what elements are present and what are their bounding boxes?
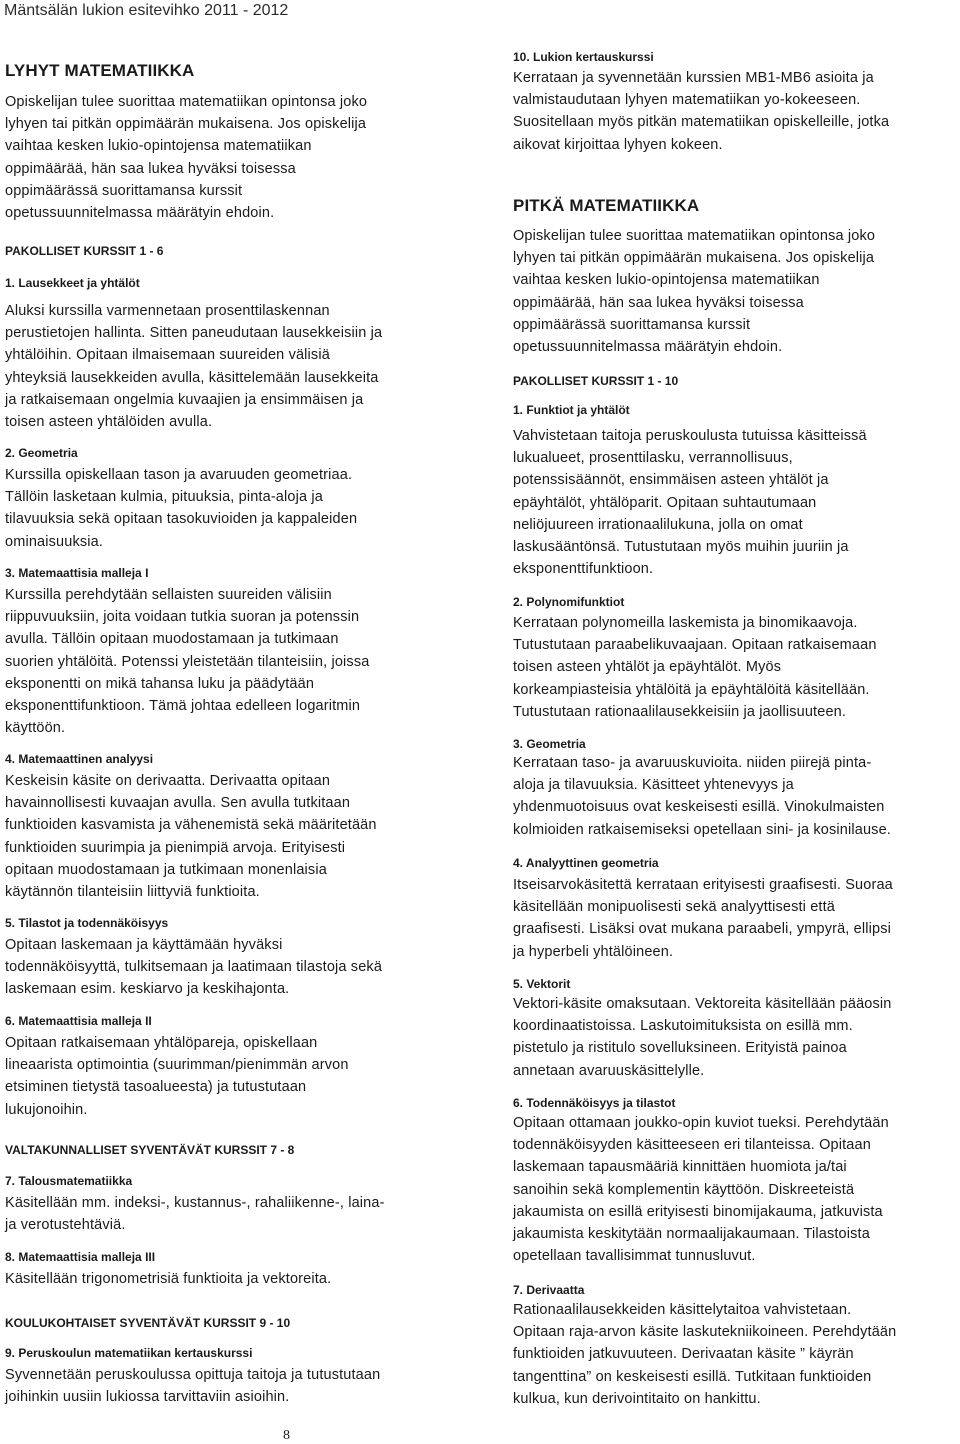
course-title: 2. Polynomifunktiot — [513, 595, 625, 609]
course-title: 2. Geometria — [5, 446, 78, 460]
text-line: valmistaudutaan lyhyen matematiikan yo-kokeeseen. — [513, 92, 861, 109]
text-line: ja verotustehtäviä. — [5, 1217, 126, 1234]
text-line: Kerrataan taso- ja avaruuskuvioita. niiden piirejä pinta- — [513, 755, 872, 771]
course-description — [5, 934, 382, 1001]
school-courses-heading: KOULUKOHTAISET SYVENTÄVÄT KURSSIT 9 - 10 — [5, 1316, 291, 1330]
course-title: 4. Analyyttinen geometria — [513, 856, 659, 870]
text-line: lyhyen tai pitkän oppimäärän mukaisena. Jos opiskelija — [513, 250, 875, 267]
text-line: graafisesti. Lisäksi ovat mukana paraabeli, ympyrä, ellipsi — [513, 921, 891, 938]
text-line: käyttöön. — [5, 720, 66, 737]
text-line: Aluksi kurssilla varmennetaan prosenttilaskennan — [5, 303, 330, 319]
text-line: Kurssilla opiskellaan tason ja avaruuden geometriaa. — [5, 467, 353, 483]
text-line: funktioiden suurimpia ja pienimpiä arvoja. Erityisesti — [5, 839, 346, 856]
course-title: 10. Lukion kertauskurssi — [513, 50, 654, 64]
national-courses-heading: VALTAKUNNALLISET SYVENTÄVÄT KURSSIT 7 - 8 — [5, 1143, 295, 1157]
course-description — [513, 425, 867, 580]
course-description — [5, 584, 369, 739]
course-title: 6. Todennäköisyys ja tilastot — [513, 1096, 676, 1110]
text-line: Rationaalilausekkeiden käsittelytaitoa vahvistetaan. — [513, 1302, 852, 1318]
course-description — [5, 1192, 385, 1236]
text-line: Opitaan raja-arvon käsite laskutekniikoineen. Perehdytään — [513, 1324, 897, 1341]
text-line: Opitaan ottamaan joukko-opin kuviot tueksi. Perehdytään — [513, 1115, 889, 1131]
course-title: 1. Funktiot ja yhtälöt — [513, 403, 630, 417]
course-title: 7. Derivaatta — [513, 1283, 585, 1297]
text-line: Käsitellään mm. indeksi-, kustannus-, rahaliikenne-, laina- — [5, 1195, 385, 1211]
text-line: todennäköisyyttä, tulkitsemaan ja laatimaan tilastoja sekä — [5, 959, 383, 976]
text-line: eksponentti on mikä tahansa luku ja päädytään — [5, 675, 315, 692]
text-line: avulla. Tällöin opitaan muodostamaan ja tutkimaan — [5, 631, 339, 648]
text-line: laskusääntönsä. Tutustutaan myös muihin juuriin ja — [513, 539, 849, 556]
text-line: yhteyksiä lausekkeiden avulla, käsittelemään lausekkeita — [5, 369, 379, 386]
text-line: jakaumista on esillä erityisesti binomijakauma, jatkuvista — [513, 1203, 883, 1220]
text-line: Tutustutaan paraabelikuvaajaan. Opitaan ratkaisemaan — [513, 637, 877, 654]
course-title: 7. Talousmatematiikka — [5, 1174, 133, 1188]
text-line: Käsitellään trigonometrisiä funktioita ja vektoreita. — [5, 1271, 332, 1287]
text-line: jakaumista keskitytään normaalijakaumaan. Tilastoista — [513, 1226, 870, 1243]
text-line: ja hyperbeli yhtälöineen. — [513, 943, 674, 960]
text-line: koordinaatistoissa. Laskutoimituksista on esillä mm. — [513, 1018, 853, 1035]
page-number: 8 — [283, 1428, 290, 1443]
text-line: oppimäärää, hän saa lukea hyväksi toisessa — [513, 294, 804, 311]
text-line: yhdenmuotoisuus ovat keskeisesti esillä. Vinokulmaisten — [513, 799, 885, 816]
text-line: Itseisarvokäsitettä kerrataan erityisesti graafisesti. Suoraa — [513, 877, 893, 893]
text-line: Vektori-käsite omaksutaan. Vektoreita käsitellään pääosin — [513, 996, 892, 1012]
text-line: vaihtaa kesken lukio-opintojensa matematiikan — [513, 272, 820, 289]
course-title: 6. Matemaattisia malleja II — [5, 1014, 152, 1028]
course-description — [513, 612, 877, 723]
text-line: sanoihin sekä komplementin käyttöön. Diskreeteistä — [513, 1181, 855, 1198]
text-line: toisen asteen yhtälöt ja epäyhtälöt. Myös — [513, 659, 782, 676]
course-description — [5, 300, 382, 433]
text-line: lyhyen tai pitkän oppimäärän mukaisena. Jos opiskelija — [5, 116, 367, 133]
text-line: eksponenttifunktioon. — [513, 561, 654, 578]
text-line: aloja ja tilavuuksia. Käsitteet yhtenevyys ja — [513, 777, 794, 794]
course-title: 5. Tilastot ja todennäköisyys — [5, 916, 169, 930]
text-line: Kurssilla perehdytään sellaisten suureiden välisiin — [5, 587, 332, 603]
section-title-short-math: LYHYT MATEMATIIKKA — [5, 61, 195, 80]
course-description — [5, 1268, 331, 1290]
text-line: suorien yhtälöitä. Potenssi yleistetään tilanteisiin, joissa — [5, 653, 370, 670]
text-line: riippuvuuksiin, joita voidaan tutkia suoran ja potenssin — [5, 609, 360, 626]
page-header: Mäntsälän lukion esitevihko 2011 - 2012 — [4, 2, 289, 19]
section-title-long-math: PITKÄ MATEMATIIKKA — [513, 196, 700, 215]
course-title: 4. Matemaattinen analyysi — [5, 752, 154, 766]
course-description — [513, 752, 891, 841]
text-line: toisen asteen yhtälöiden avulla. — [5, 414, 213, 431]
text-line: opetellaan tavallisimmat tunnusluvut. — [513, 1248, 756, 1265]
text-line: funktioiden kasvamista ja vähenemistä sekä määritetään — [5, 817, 377, 834]
text-line: tilavuuksia sekä opitaan tasokuvioiden ja kappaleiden — [5, 511, 358, 528]
text-line: Vahvistetaan taitoja peruskoulusta tutuissa käsitteissä — [513, 428, 867, 444]
text-line: opetussuunnitelmassa määrätyin ehdoin. — [513, 339, 783, 356]
mandatory-courses-heading: PAKOLLISET KURSSIT 1 - 6 — [5, 244, 164, 258]
text-line: lukualueet, prosenttilasku, verrannollisuus, — [513, 450, 793, 467]
text-line: etsiminen tietystä tasoalueesta) ja tutustutaan — [5, 1079, 307, 1096]
text-line: Tutustutaan rationaalilausekkeisiin ja jaollisuuteen. — [513, 703, 847, 720]
text-line: oppimäärässä suorittamansa kurssit — [513, 316, 751, 333]
course-description — [5, 1032, 349, 1121]
text-line: opitaan muodostamaan ja tutkimaan monenlaisia — [5, 861, 327, 878]
text-line: annetaan avaruuskäsittelylle. — [513, 1062, 705, 1079]
course-title: 8. Matemaattisia malleja III — [5, 1250, 156, 1264]
text-line: käytännön tilanteisiin liittyviä funktioita. — [5, 884, 260, 901]
text-line: oppimäärää, hän saa lukea hyväksi toisessa — [5, 160, 296, 177]
text-line: potenssisäännöt, ensimmäisen asteen yhtälöt ja — [513, 472, 829, 489]
text-line: kulkua, kun derivointitaito on hankittu. — [513, 1390, 761, 1407]
text-line: aikovat kirjoittaa lyhyen kokeen. — [513, 136, 723, 153]
text-line: laskemaan esim. keskiarvo ja keskihajonta. — [5, 981, 290, 998]
text-line: perustietojen hallinta. Sitten paneudutaan lausekkeisiin ja — [5, 325, 383, 342]
text-line: Opiskelijan tulee suorittaa matematiikan opintonsa joko — [513, 228, 876, 244]
text-line: yhtälöihin. Opitaan ilmaisemaan suureiden välisiä — [5, 347, 330, 364]
text-line: Kerrataan ja syvennetään kurssien MB1-MB6 asioita ja — [513, 70, 874, 86]
text-line: Suositellaan myös pitkän matematiikan opiskelleille, jotka — [513, 114, 890, 131]
course-description — [5, 770, 377, 903]
text-line: Opitaan ratkaisemaan yhtälöpareja, opiskellaan — [5, 1035, 318, 1051]
text-line: Kerrataan polynomeilla laskemista ja binomikaavoja. — [513, 615, 858, 631]
text-line: laskemaan tapausmääriä kinnittäen huomiota ja/tai — [513, 1159, 847, 1176]
course-description — [5, 464, 357, 553]
mandatory-courses-heading: PAKOLLISET KURSSIT 1 - 10 — [513, 374, 679, 388]
text-line: Syvennetään peruskoulussa opittuja taitoja ja tutustutaan — [5, 1367, 381, 1383]
text-line: ja ratkaisemaan ongelmia kuvaajien ja ensimmäisen ja — [5, 391, 364, 408]
text-line: joihinkin uusiin lukiossa tarvittaviin asioihin. — [5, 1389, 290, 1406]
course-description — [513, 1112, 889, 1267]
text-line: pistetulo ja ristitulo sovelluksineen. Erityistä painoa — [513, 1040, 847, 1057]
text-line: neliöjuureen irrationaalilukuna, jolla on omat — [513, 516, 803, 533]
text-line: epäyhtälöt, yhtälöparit. Opitaan suhtautumaan — [513, 494, 817, 511]
text-line: tangenttina” on keskeisesti esillä. Tutkitaan funktioiden — [513, 1368, 872, 1385]
text-line: opetussuunnitelmassa määrätyin ehdoin. — [5, 205, 275, 222]
course-description — [5, 1364, 380, 1408]
text-line: Opitaan laskemaan ja käyttämään hyväksi — [5, 937, 283, 953]
text-line: korkeampiasteisia yhtälöitä ja epäyhtälöitä käsitellään. — [513, 681, 870, 698]
text-line: funktioiden jatkuvuuteen. Derivaatan käsite ” käyrän — [513, 1346, 854, 1363]
text-line: lineaarista optimointia (suurimman/pienimmän arvon — [5, 1057, 349, 1074]
text-line: vaihtaa kesken lukio-opintojensa matematiikan — [5, 138, 312, 155]
course-title: 1. Lausekkeet ja yhtälöt — [5, 276, 140, 290]
course-description — [513, 993, 892, 1082]
text-line: oppimäärässä suorittamansa kurssit — [5, 182, 243, 199]
course-title: 3. Matemaattisia malleja I — [5, 566, 149, 580]
text-line: ominaisuuksia. — [5, 533, 104, 550]
text-line: kolmioiden ratkaisemiseksi opetellaan sini- ja kosinilause. — [513, 821, 891, 838]
long-math-intro — [513, 225, 875, 358]
text-line: havainnollisesti kuvaajan avulla. Sen avulla tutkitaan — [5, 795, 351, 812]
text-line: eksponenttifunktioon. Tämä johtaa edelleen logaritmin — [5, 698, 361, 715]
text-line: todennäköisyyden käsitteeseen eri tilanteissa. Opitaan — [513, 1137, 871, 1154]
course-description — [513, 874, 893, 963]
text-line: Tällöin lasketaan kulmia, pituuksia, pinta-aloja ja — [5, 489, 323, 506]
course-title: 9. Peruskoulun matematiikan kertauskurssi — [5, 1346, 253, 1360]
text-line: Opiskelijan tulee suorittaa matematiikan opintonsa joko — [5, 94, 368, 110]
text-line: käsitellään monipuolisesti sekä analyyttisesti että — [513, 899, 835, 916]
course-title: 5. Vektorit — [513, 977, 571, 991]
short-math-intro — [5, 91, 367, 224]
course-description — [513, 67, 889, 156]
text-line: lukujonoihin. — [5, 1101, 88, 1118]
course-title: 3. Geometria — [513, 737, 586, 751]
text-line: Keskeisin käsite on derivaatta. Derivaatta opitaan — [5, 773, 331, 789]
course-description — [513, 1299, 896, 1410]
